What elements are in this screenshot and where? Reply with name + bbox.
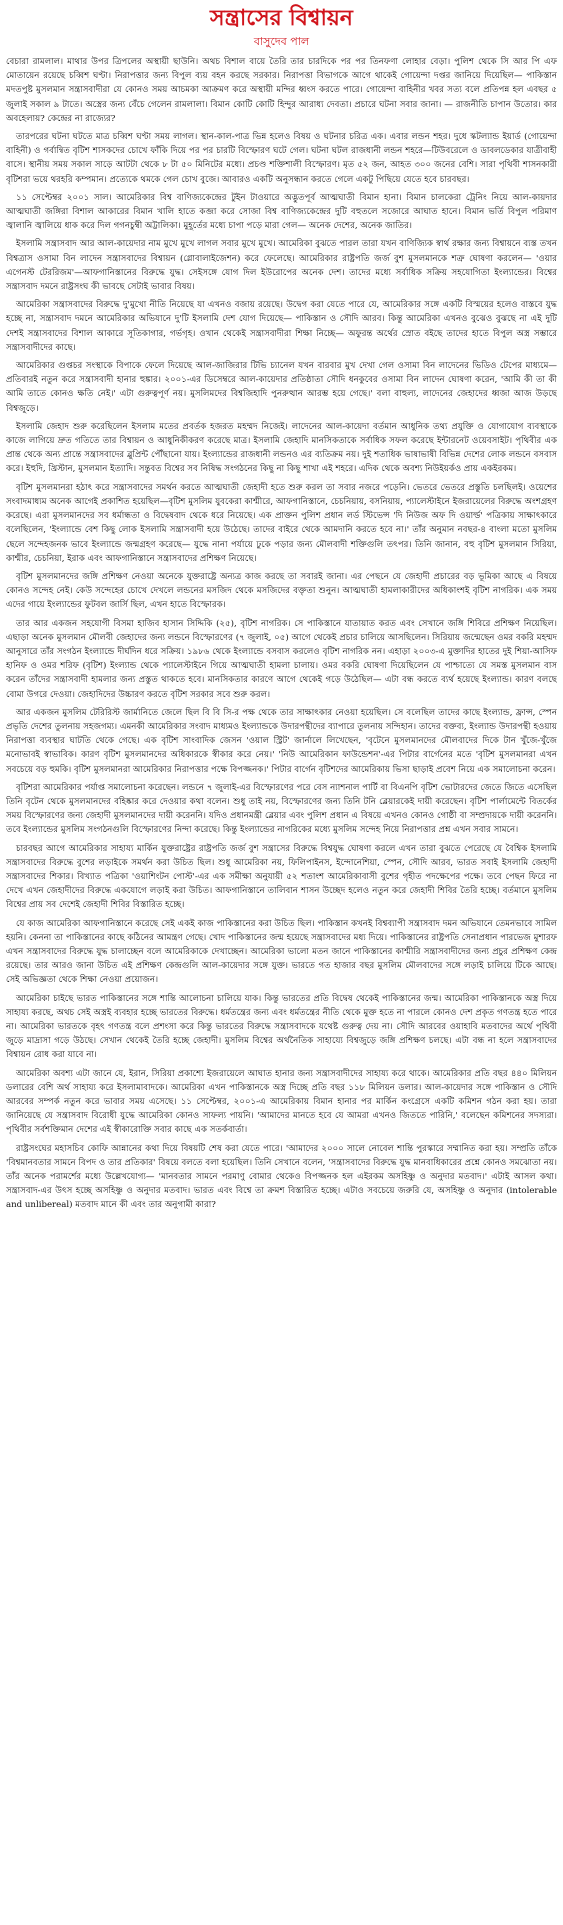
- article-author: বাসুদেব পাল: [253, 35, 310, 48]
- article-body: [6, 55, 557, 1213]
- paragraph: আর একজন মুসলিম টেরিরিস্ট জার্মানিতে জেলে ছিল বি বি সি-র পক্ষ থেকে তার সাক্ষাৎকার নেওয়া হয়েছিল। সে বলেছিল তাদের কাছে ইংল্যান্ড, ফ্রান্স, স্পেন প্রভৃতি দেশের তুলনায় সহজগম্য। এমনকী আমেরিকার সংবাদ মাধ্যমও ইংল্যান্ডকে উদারপন্থীদের ব্যাপারে তুলনায় সন্দিহান। তাদের বক্তব্য, ইংল্যান্ড উদারপন্থী হওয়ায় নিরাপত্তা ব্যবস্থার ঘাটতি থেকে গেছে। এক বৃটিশ সাংবাদিক জেসন 'ওয়াল স্ট্রিট' জার্নালে লিখেছেন, 'বৃটেনে মুসলমানদের মৌলবাদের দিকে টান খুঁজে-খুঁজে মনোভাবই স্বাভাবিক। কারণ বৃটিশ মুসলমানদের অধিকারকে স্বীকার করে নেয়।' 'নিউ আমেরিকান ফাউন্ডেশন'-এর পিটার বার্গেনের মতে 'বৃটিশ মুসলমানরা এখন সবচেয়ে বড় হুমকি। বৃটিশ মুসলমানরা আমেরিকার নিরাপত্তার পক্ষে বিপজ্জনক।' পিটার বার্গেন বৃটিশদের আমেরিকায় ভিসা ছাড়াই প্রবেশ নিয়ে এক সমালোচনা করেন।: [6, 707, 557, 775]
- paragraph: বৃটিশরা আমেরিকার পর্যাপ্ত সমালোচনা করেছেন। লন্ডনে ৭ জুলাই-এর বিস্ফোরণের পরে বেস ন্যাশনাল পার্টি বা বিএনপি বৃটিশ ভোটারদের জেতে জিতে এসেছিল তিনি বৃটেন থেকে মুসলমানদের বহিষ্কার করে দেওয়ার কথা বলেন। শুধু তাই নয়, বিস্ফোরণের জন্য তিনি টনি ব্লেয়ারকেই দায়ী করেছেন। বৃটিশ পার্লামেন্টে বিতর্কের সময় বিস্ফোরণের জন্য জেহাদী মুসলমানদের দায়ী করেননি। যদিও প্রধানমন্ত্রী ব্লেয়ার এবং পুলিশ প্রধান এ বিষয়ে এখনও কোনও গোষ্ঠী বা সম্প্রদায়কে দায়ী করেননি। তবে ইংল্যান্ডের মুসলিম সংগঠনগুলি বিস্ফোরণের নিন্দা করেছে। কিন্তু ইংল্যান্ডের নাগরিকের মধ্যে মুসলিম সন্দেহ নিয়ে নিরাপত্তার প্রশ্ন এখন সবার সামনে।: [6, 782, 557, 836]
- paragraph: বৃটিশ মুসলমানরা হঠাৎ করে সন্ত্রাসবাদের সমর্থন করতে আত্মঘাতী জেহাদী হতে শুরু করল তা সবার নজরে পড়েনি। ভেতরে ভেতরে প্রস্তুতি চলছিলই। ওয়েশের সংবাদমাধ্যম অনেক আগেই প্রকাশিত হয়েছিল—বৃটিশ মুসলিম যুবকেরা কাশ্মীরে, আফগানিস্তানে, চেচনিয়ায়, বসনিয়ায়, প্যালেস্টাইনে ইজরায়েলের বিরুদ্ধে অংশগ্রহণ করেছে। এরা মুসলমানদের সব ধর্মান্ধতা ও বিদ্বেষবাদ থেকে ধরে নিয়েছে। এক প্রাক্তন পুলিশ প্রধান লর্ড স্টিভেন্স 'দি নিউজ অফ দি ওয়ার্ল্ড' পত্রিকায় সাক্ষাৎকারে বলেছিলেন, 'ইংল্যান্ডে বেশ কিছু লোক ইসলামি সন্ত্রাসবাদী হয়ে উঠেছে। তাদের বাইরে থেকে আমদানি করতে হবে না।' তাঁর অনুমান নবছর-৪ বাংলা মতো মুসলিম ছেলে সন্দেহজনক ভাবে ইংল্যান্ডে জন্মগ্রহণ করেছে— যুদ্ধে নানা পর্যায়ে ঢুকে পড়ার জন্য মৌলবাদী শক্তিগুলি তৎপর। তিনি জানান, বহু বৃটিশ মুসলমান সিরিয়া, কাশ্মীর, চেচনিয়া, ইরাক এবং আফগানিস্তানে সন্ত্রাসবাদের প্রশিক্ষণ নিয়েছে।: [6, 482, 557, 564]
- article-title: সন্ত্রাসের বিশ্বায়ন: [210, 5, 353, 31]
- article-page: [6, 4, 557, 1919]
- paragraph: আমেরিকা চাইছে ভারত পাকিস্তানের সঙ্গে শান্তি আলোচনা চালিয়ে যাক। কিন্তু ভারতের প্রতি বিদ্বেষ থেকেই পাকিস্তানের জন্ম। আমেরিকা পাকিস্তানকে অস্ত্র দিয়ে সাহায্য করছে, অথচ সেই অস্ত্রই ব্যবহার হচ্ছে ভারতের বিরুদ্ধে। ধর্মতন্ত্রের জন্য এবং ধর্মতন্ত্রের নীতি থেকে মুক্ত হতে না পারলে কোনও দেশ প্রকৃত গণতন্ত্র হতে পারে না। আমেরিকা ভারতকে বৃহৎ গণতন্ত্র বলে প্রশংসা করে কিন্তু ভারতের বিরুদ্ধে সন্ত্রাসবাদকে যথেষ্ট গুরুত্ব দেয় না। সৌদি আরবের ওয়াহাবি মতবাদের অর্থে পৃথিবী জুড়ে মাদ্রাসা গড়ে উঠছে। সেখান থেকেই তৈরি হচ্ছে জেহাদী। মুসলিম বিশ্বের অর্থনৈতিক সাহায্যে বিশ্বজুড়ে জঙ্গি প্রশিক্ষণ চলছে। এটা বন্ধ না হলে সন্ত্রাসবাদের বিশ্বায়ন রোধ করা যাবে না।: [6, 993, 557, 1061]
- paragraph: ইসলামি জেহাদ শুরু করেছিলেন ইসলাম মতের প্রবর্তক হজরত মহম্মদ নিজেই। লাদেনের আল-কায়েদা বর্তমান আধুনিক তথ্য প্রযুক্তি ও যোগাযোগ ব্যবস্থাকে কাজে লাগিয়ে দ্রুত গতিতে তার বিশ্বায়ন ও আধুনিকীকরণ করেছে মাত্র। ইসলামি জেহাদি মানসিকতাকে সর্বাধিক সফল করেছে ইন্টারনেট ওয়েবসাইট। পৃথিবীর এক প্রান্ত থেকে অন্য প্রান্তে সন্ত্রাসবাদের ব্লুপ্রিন্ট পৌঁছানো যায়। ইংল্যান্ডের রাজধানী লন্ডনও এর ব্যতিক্রম নয়। দুই শতাধিক ভাষাভাষী বিভিন্ন দেশের লোক লন্ডনে বসবাস করে। ইহুদি, খ্রিস্টান, মুসলমান ইত্যাদি। সন্তুবত বিশ্বের সব নিষিদ্ধ সংগঠনের কিছু না কিছু শাখা এই শহরে। এদিক থেকে অবশ্য নিউইয়র্কও প্রায় একইরকম।: [6, 421, 557, 475]
- paragraph: তারপরের ঘটনা ঘটতে মাত্র চব্বিশ ঘণ্টা সময় লাগল। স্থান-কাল-পাত্র ভিন্ন হলেও বিষয় ও ঘটনার চরিত্র এক। এবার লন্ডন শহর। দুধে স্কটল্যান্ড ইয়ার্ড (গোয়েন্দা বাহিনী) ও গর্বান্বিত বৃটিশ শাসকদের চোখে ফাঁকি দিয়ে পর পর চারটি বিস্ফোরণ ঘটে গেল। ঘটনা ঘটল রাজধানী লন্ডন শহরে—টিউবরেলে ও ডাবলডেকার যাত্রীবাহী বাসে। স্থানীয় সময় সকাল সাড়ে আটটা থেকে ৮ টা ৫০ মিনিটের মধ্যে। প্রচণ্ড শক্তিশালী বিস্ফোরণ। মৃত ৫২ জন, আহত ৩০০ জনের বেশি। সারা পৃথিবী শাসনকারী বৃটিশরা ভয়ে থরহরি কম্পমান। প্রত্যেকে থমকে গেল চোখ বুজে। আবারও একটি অনুসন্ধান করতে গেলে একটু পিছিয়ে যেতে হবে চারবছর।: [6, 132, 557, 185]
- paragraph: বৃটিশ মুসলমানদের জঙ্গি প্রশিক্ষণ নেওয়া অনেকে যুক্তরাষ্ট্রে অন্যত্র কাজ করছে তা সবারই জানা। এর পেছনে যে জেহাদী প্রচারের বড় ভূমিকা আছে এ বিষয়ে কোনও সন্দেহ নেই। কেউ সন্দেহের চোখে দেখলে লন্ডনের মসজিদ থেকে মসজিদের বক্তৃতা শুনুন। আত্মঘাতী হামলাকারীদের অধিকাংশই বৃটিশ নাগরিক। এক সময় এদের গায়ে ইংল্যান্ডের ফুটবল জার্সি ছিল, এখন হাতে বিস্ফোরক।: [6, 571, 557, 611]
- paragraph: আমেরিকার গুপ্তচর সংস্থাকে বিপাকে ফেলে দিয়েছে আল-জাজিরার টিভি চ্যানেল যখন বারবার মুখ দেখা গেল ওসামা বিন লাদেনের ভিডিও টেপের মাধ্যমে— প্রতিবারই নতুন করে সন্ত্রাসবাদী হানার হুঙ্কার। ২০০১-এর ডিসেম্বরে আল-কায়েদার প্রতিষ্ঠাতা সৌদি ধনকুবের ওসামা বিন লাদেন ঘোষণা করেন, 'আমি কী তা কী আমি তাতে কোনও ক্ষতি নেই।' এটা গুরুত্বপূর্ণ নয়। মুসলিমদের বিশ্বজিহাদি পুনরুত্থান আরম্ভ হয়ে গেছে।' বলা বাহুল্য, লাদেনের জেহাদের ধ্বজা আজ উড়ছে বিশ্বজুড়ে।: [6, 361, 557, 414]
- paragraph: আমেরিকা সন্ত্রাসবাদের বিরুদ্ধে দু'মুখো নীতি নিয়েছে যা এখনও বজায় রয়েছে। উদ্বেগ করা যেতে পারে যে, আমেরিকার সঙ্গে একটি বিস্ময়ের হলেও বাস্তবে যুদ্ধ হচ্ছে না, সন্ত্রাসবাদ দমনে আমেরিকার অভিযানে দু'টি ইসলামি দেশ যোগ দিয়েছে— পাকিস্তান ও সৌদি আরব। কিন্তু আমেরিকা এখনও বুঝেও বুঝছে না এই দুটি দেশই সন্ত্রাসবাদের বিশাল আকারে সূতিকাগার, গর্ভগৃহ। ওখান থেকেই সন্ত্রাসবাদীরা শিক্ষা নিচ্ছে— অফুরন্ত অর্থের স্রোত বইছে তাদের হাতে বিপুল অস্ত্র সম্ভারে সন্ত্রাসবাদীদের কাছে।: [6, 300, 557, 353]
- paragraph: যে কাজ আমেরিকা আফগানিস্তানে করেছে সেই একই কাজ পাকিস্তানের করা উচিত ছিল। পাকিস্তান কখনই বিশ্বব্যাপী সন্ত্রাসবাদ দমন অভিযানে তেমনভাবে সামিল হয়নি। কেননা তা পাকিস্তানের কাছে কঠিনের আমন্ত্রণ গেছে। খোদ পাকিস্তানের জন্ম হয়েছে সন্ত্রাসবাদের মধ্য দিয়ে। পাকিস্তানের রাষ্ট্রপতি সেনাপ্রধান পারভেজ মুশারফ এখন সন্ত্রাসবাদের বিরুদ্ধে যুদ্ধ চালাচ্ছেন বলে আমেরিকাকে দেখাচ্ছেন। আমেরিকা ভালো মতন জানে পাকিস্তানের কাশ্মীরি সন্ত্রাসবাদীদের জন্য প্রচুর প্রশিক্ষণ কেন্দ্র রয়েছে। তার আরও জানা উচিত এই প্রশিক্ষণ কেন্দ্রগুলি আল-কায়েদার সঙ্গে যুক্ত। ভারতে গত হাজার বছর মুসলিম মৌলবাদের সঙ্গে লড়াই চালিয়ে টিকে আছে। সেই অভিজ্ঞতা থেকে শিক্ষা নেওয়া প্রয়োজন।: [6, 918, 557, 986]
- paragraph: চারবছর আগে আমেরিকার সাহায্য মার্কিন যুক্তরাষ্ট্রের রাষ্ট্রপতি জর্জ বুশ সন্ত্রাসের বিরুদ্ধে বিশ্বযুদ্ধ ঘোষণা করলে এখন তারা বুঝতে পেরেছে যে বৈশ্বিক ইসলামি সন্ত্রাসবাদের বিরুদ্ধে বুশের লড়াইকে সমর্থন করা উচিত ছিল। শুধু আমেরিকা নয়, ফিলিপাইনস, ইন্দোনেশিয়া, স্পেন, সৌদি আরব, ভারত সবাই ইসলামি জেহাদী সন্ত্রাসবাদের শিকার। বিখ্যাত পত্রিকা 'ওয়াশিংটন পোস্ট'-এর এক সমীক্ষা অনুযায়ী ৫২ শতাংশ আমেরিকাবাসী বুশের গৃহীত পদক্ষেপের পক্ষে। তবে পেছন ফিরে না দেখে এখন জেহাদীদের বিরুদ্ধে একযোগে লড়াই করা উচিত। আফগানিস্তানে তালিবান শাসন উচ্ছেদ হলেও নতুন করে জেহাদী শিবির তৈরি হচ্ছে। বর্তমানে মুসলিম বিশ্বের প্রায় সব দেশেই জেহাদী শিবির বিস্তারিত হচ্ছে।: [6, 843, 557, 911]
- paragraph: ইসলামি সন্ত্রাসবাদ আর আল-কায়েদার নাম মুখে মুখে লাগল সবার মুখে মুখে। আমেরিকা বুঝতে পারল তারা যখন বাণিজ্যিক স্বার্থ রক্ষার জন্য বিশ্বায়নে ব্যস্ত তখন বিশ্বত্রাস ওসামা বিন লাদেন সন্ত্রাসবাদের বিশ্বায়ন (গ্লোবালাইজেশন) করে ফেলেছে। আমেরিকার রাষ্ট্রপতি জর্জ বুশ মুসলমানকে শত্রু ঘোষণা করলেন— 'ওয়ার এগেনস্ট টেররিজম'—আফগানিস্তানের বিরুদ্ধে যুদ্ধ। সেইসঙ্গে যোগ দিল ইউরোপের অনেক দেশ। তাদের মধ্যে সর্বাধিক সক্রিয় সহযোগিতা ইংল্যান্ডের। বিশ্বের সন্ত্রাসবাদ দমনে রাষ্ট্রসংঘ কী ভাবছে সেটাই ভাবার বিষয়।: [6, 239, 557, 293]
- paragraph: আমেরিকা অবশ্য এটা জানে যে, ইরান, সিরিয়া প্রকাশ্যে ইজরায়েলে আঘাত হানার জন্য সন্ত্রাসবাদীদের সাহায্য করে থাকে। আমেরিকার প্রতি বছর ৪৪০ মিলিয়ন ডলারের বেশি অর্থ সাহায্য করে ইসলামাবাদকে। আমেরিকা এখন পাকিস্তানকে অস্ত্র দিচ্ছে প্রতি বছর ১১৮ মিলিয়ন ডলার। আল-কায়েদার সঙ্গে পাকিস্তান ও সৌদি আরবের সম্পর্ক নতুন করে ভাবার সময় এসেছে। ১১ সেপ্টেম্বর, ২০০১-এ আমেরিকায় বিমান হানার পর মার্কিন কংগ্রেসে একটি কমিশন গঠন করা হয়। তারা জানিয়েছে যে সন্ত্রাসবাদ বিরোধী যুদ্ধে আমেরিকা কোনও সাফল্য পায়নি। 'আমাদের মানতে হবে যে আমরা এখনও জিততে পারিনি,' বলেছেন কমিশনের সদস্যরা। পৃথিবীর সর্বশক্তিমান দেশের এই স্বীকারোক্তি সবার কাছে এক সতর্কবার্তা।: [6, 1068, 557, 1136]
- paragraph: রাষ্ট্রসংঘের মহাসচিব কোফি আন্নানের কথা দিয়ে বিষয়টি শেষ করা যেতে পারে। 'আমাদের ২০০০ সালে নোবেল শান্তি পুরস্কারে সম্মানিত করা হয়। সম্প্রতি তাঁকে 'বিশ্বমানবতার সামনে বিপদ ও তার প্রতিকার' বিষয়ে বলতে বলা হয়েছিল। তিনি সেখানে বলেন, 'সন্ত্রাসবাদের বিরুদ্ধে যুদ্ধ মানবাধিকারের প্রশ্নে কোনও সমঝোতা নয়। তাঁর অনেক পরামর্শের মধ্যে উল্লেখযোগ্য— 'মানবতার সামনে পরমাণু বোমার থেকেও বিপজ্জনক হল এইরকম অসহিষ্ণু ও অনুদার মতবাদ।' এটাই আসল কথা। সন্ত্রাসবাদ-এর উৎস হচ্ছে অসহিষ্ণু ও অনুদার মতবাদ। ভারত এবং বিশ্বে তা ক্রমশ বিস্তারিত হচ্ছে। এটাও সবচেয়ে জরুরি যে, অসহিষ্ণু ও অনুদার (intolerable and unlibereal) মতবাদ মানে কী এবং তার অনুগামী কারা?: [6, 1143, 557, 1211]
- paragraph: ১১ সেপ্টেম্বর ২০০১ সাল। আমেরিকার বিশ্ব বাণিজ্যকেন্দ্রের টুইন টাওয়ারে অদ্ভুতপূর্ব আত্মঘাতী বিমান হানা। বিমান চালকেরা ট্রেনিং নিয়ে আল-কায়দার আত্মঘাতী জঙ্গিরা বিশাল আকারের বিমান খালি হাতে কব্জা করে সোজা বিশ্ব বাণিজ্যকেন্দ্রের দুটি বহুতলে সজোরে আঘাত হানে। বিমান ভর্তি বিপুল পরিমাণ জ্বালানি জ্বালিয়ে ধাক করে দিল গগনচুম্বী অট্টালিকা। মুহূর্তের মধ্যে চাপা পড়ে মারা গেল— অনেক দেশের, অনেক জাতির।: [6, 192, 557, 232]
- paragraph: তার আর একজন সহযোগী বিসমা হাজিব হাসান সিদ্দিকি (২৫), বৃটিশ নাগরিক। সে পাকিস্তানে যাতায়াত করত এবং সেখানে জঙ্গি শিবিরে প্রশিক্ষণ নিয়েছিল। এছাড়া অনেক মুসলমান মৌলবী জেহাদের জন্য লন্ডনে বিস্ফোরণের (৭ জুলাই, ০৫) আগে থেকেই প্রচার চালিয়ে আসছিলেন। সিরিয়ায় জন্মেছেন ওমর বকরি মহম্মদ আনুসারে তাঁর সংগঠন ইংল্যান্ডে দীর্ঘদিন ধরে সক্রিয়। ১৯৮৬ থেকে ইংল্যান্ডে বসবাস করলেও বৃটিশ নাগরিক নন। এহাড়া ২০০৩-এ মুক্তাদির হাতের দুই শিয়া-আসিফ হানিফ ও ওমর শরিফ (বৃটিশ) ইংল্যান্ড থেকে প্যালেস্টাইনে গিয়ে আত্মঘাতী হামলা চালায়। ওমর বকরি ঘোষণা দিয়েছিলেন যে পাশ্চাত্যে যে সমস্ত মুসলমান বাস করেন তাঁদের সন্ত্রাসবাদী হামলার জন্য প্রস্তুত থাকতে হবে। মানসিকতার কারণে আগে থেকেই গড়ে উঠেছিল— এটা বন্ধ করতে ব্যর্থ হয়েছে ইংল্যান্ড। কারণ বলছে বোমা উগরে দেওয়া। জেহাদিদের উচ্চারণ করতে বৃটিশ সরকার সবে শুরু করল।: [6, 618, 557, 700]
- paragraph: বেচারা রামলাল। মাথার উপর ত্রিপলের অস্থায়ী ছাউনি। অথচ বিশাল বায়ে তৈরি তার চারদিকে পর পর তিনফণা লোহার বেড়া। পুলিশ থেকে সি আর পি এফ মোতায়েন রয়েছে চব্বিশ ঘণ্টা। নিরাপত্তার জন্য বিপুল ব্যয় বহন করছে সরকার। নিরাপত্তা বিভাগকে আগে থাকেই গোয়েন্দা দপ্তর জানিয়ে দিয়েছিল— পাকিস্তান মদতপুষ্ট মুসলমান সন্ত্রাসবাদীরা যে কোনও সময় আচমকা আক্রমণ করে অস্থায়ী মন্দির ধ্বংস করতে পারে। গোয়েন্দা বাহিনীর খবর সত্য বলে প্রতিপন্ন হল এবছর ৫ জুলাই সকাল ৯ টাতে। অস্ত্রের জন্য বেঁচে গেলেন রামলালা। বিমান কোটি কোটি হিন্দুর আরাধ্য দেবতা। প্রচারে ঘটনা সবার জানা। — রাজনীতি চাপান উতোর। কার অবহেলায়? কেন্দ্রের না রাজ্যের?: [6, 57, 557, 124]
